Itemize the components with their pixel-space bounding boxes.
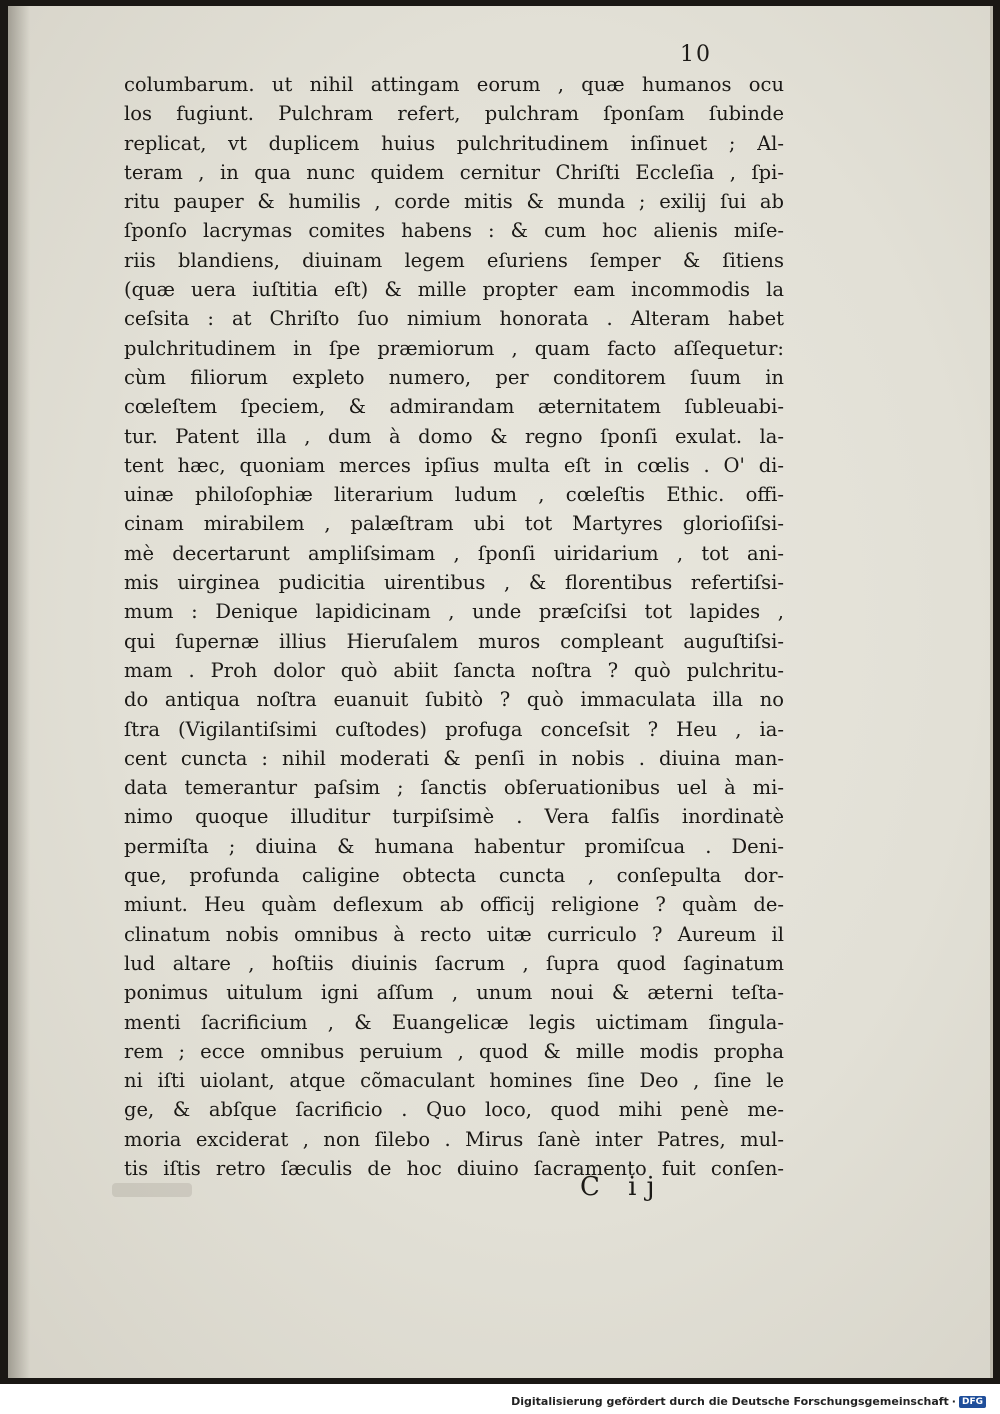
text-line: replicat, vt duplicem huius pulchritudinem inſinuet ; Al- (124, 131, 784, 155)
text-line: mum : Denique lapidicinam , unde præſciſsi tot lapides , (124, 600, 784, 624)
text-line: qui ſupernæ illius Hieruſalem muros compleant auguſtiſsi- (124, 629, 784, 653)
text-line: mè decertarunt ampliſsimam , ſponſi uiridarium , tot ani- (124, 541, 784, 565)
text-line: ponimus uitulum igni aſſum , unum noui & æterni teſta- (124, 981, 784, 1005)
text-line: nimo quoque illuditur turpiſsimè . Vera falſis inordinatè (124, 805, 784, 829)
text-line: pulchritudinem in ſpe præmiorum , quam facto aſſequetur: (124, 336, 784, 360)
text-line: data temerantur paſsim ; ſanctis obſeruationibus uel à mi- (124, 776, 784, 800)
text-line: cinam mirabilem , palæſtram ubi tot Martyres glorioſiſsi- (124, 512, 784, 536)
text-line: ceſsita : at Chriſto ſuo nimium honorata . Alteram habet (124, 307, 784, 331)
text-line: ni iſti uiolant, atque cõmaculant homines ſine Deo , ſine le (124, 1069, 784, 1093)
text-line: teram , in qua nunc quidem cernitur Chriſti Eccleſia , ſpi- (124, 160, 784, 184)
text-line: moria exciderat , non ſilebo . Mirus ſanè inter Patres, mul- (124, 1127, 784, 1151)
text-line: permiſta ; diuina & humana habentur promiſcua . Deni- (124, 834, 784, 858)
text-line: los fugiunt. Pulchram refert, pulchram ſponſam ſubinde (124, 102, 784, 126)
text-line: ritu pauper & humilis , corde mitis & munda ; exilij ſui ab (124, 190, 784, 214)
text-line: miunt. Heu quàm deflexum ab officij religione ? quàm de- (124, 893, 784, 917)
signature-mark: C ij (580, 1172, 665, 1202)
text-line: do antiqua noſtra euanuit ſubitò ? quò immaculata illa no (124, 688, 784, 712)
dfg-logo-icon: DFG (959, 1396, 986, 1408)
text-line: (quæ uera iuſtitia eſt) & mille propter eam incommodis la (124, 278, 784, 302)
text-line: clinatum nobis omnibus à recto uitæ curriculo ? Aureum il (124, 922, 784, 946)
text-line: que, profunda caligine obtecta cuncta , conſepulta dor- (124, 864, 784, 888)
text-line: mis uirginea pudicitia uirentibus , & florentibus refertiſsi- (124, 571, 784, 595)
digitization-credit (511, 1395, 986, 1408)
text-line: lud altare , hoſtiis diuinis ſacrum , ſupra quod ſaginatum (124, 951, 784, 975)
text-line: ge, & abſque ſacrificio . Quo loco, quod mihi penè me- (124, 1098, 784, 1122)
text-line: ſtra (Vigilantiſsimi cuſtodes) profuga conceſsit ? Heu , ia- (124, 717, 784, 741)
text-line: riis blandiens, diuinam legem eſuriens ſemper & ſitiens (124, 248, 784, 272)
page-gutter-shadow (8, 6, 30, 1378)
separator-dot: · (951, 1395, 956, 1408)
text-line: menti ſacrificium , & Euangelicæ legis uictimam ſingula- (124, 1010, 784, 1034)
text-line: columbarum. ut nihil attingam eorum , quæ humanos ocu (124, 73, 784, 96)
text-line: tent hæc, quoniam merces ipſius multa eſt in cœlis . O' di- (124, 453, 784, 477)
text-line: cùm filiorum expleto numero, per conditorem ſuum in (124, 365, 784, 389)
text-line: rem ; ecce omnibus peruium , quod & mille modis propha (124, 1039, 784, 1063)
text-line: cent cuncta : nihil moderati & penſi in nobis . diuina man- (124, 746, 784, 770)
show-through-smudge (112, 1183, 192, 1197)
credit-text: Digitalisierung gefördert durch die Deutsche Forschungsgemeinschaft (511, 1395, 949, 1408)
text-line: ſponſo lacrymas comites habens : & cum hoc alienis miſe- (124, 219, 784, 243)
text-line: mam . Proh dolor quò abiit ſancta noſtra ? quò pulchritu- (124, 658, 784, 682)
text-line: cœleſtem ſpeciem, & admirandam æternitatem ſubleuabi- (124, 395, 784, 419)
text-line: tis iſtis retro ſæculis de hoc diuino ſacramento fuit conſen- (124, 1156, 784, 1180)
body-text (124, 70, 784, 1183)
text-line: tur. Patent illa , dum à domo & regno ſponſi exulat. la- (124, 424, 784, 448)
text-line: uinæ philoſophiæ literarium ludum , cœleſtis Ethic. offi- (124, 483, 784, 507)
page-number: 10 (680, 42, 712, 67)
